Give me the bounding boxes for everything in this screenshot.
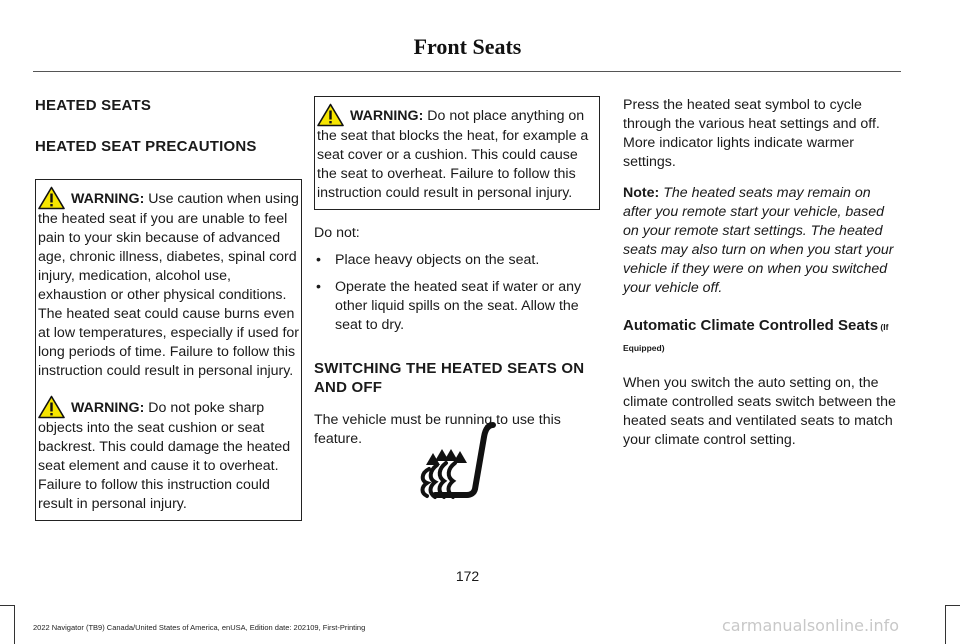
column-left xyxy=(35,96,302,521)
list-item xyxy=(314,251,600,270)
list-item-text: Place heavy objects on the seat. xyxy=(335,252,540,268)
paragraph-auto-setting: When you switch the auto setting on, the climate controlled seats switch between the heated seats and ventilated seats to match your climate control setting. xyxy=(623,375,896,448)
warning-label: WARNING: xyxy=(71,400,145,416)
list-item xyxy=(314,278,600,335)
warning-paragraph xyxy=(317,97,599,203)
column-right xyxy=(623,96,898,450)
warning-box xyxy=(314,96,600,210)
heated-seat-icon xyxy=(413,419,505,507)
do-not-label: Do not: xyxy=(314,225,360,241)
note-text: The heated seats may remain on after you remote start your vehicle, based on your remote start settings. The heated seats may also turn on when you start your vehicle if they were on when you switched your vehicle off. xyxy=(623,185,894,296)
bullet-glyph: • xyxy=(316,252,321,268)
section-text: The vehicle must be running to use this feature. xyxy=(314,412,561,447)
warning-text: Do not place anything on the seat that blocks the heat, for example a seat cover or a cushion. This could cause the seat to overheat. Failure to follow this instruction could result in personal injury. xyxy=(317,108,589,201)
section-heading-heated-seats: HEATED SEATS xyxy=(35,97,152,114)
section-heading-switching: SWITCHING THE HEATED SEATS ON AND OFF xyxy=(314,360,585,396)
edition-footer: 2022 Navigator (TB9) Canada/United States of America, enUSA, Edition date: 202109, First-Printing xyxy=(33,623,366,632)
warning-triangle-icon xyxy=(317,103,344,127)
warning-text: Use caution when using the heated seat if you are unable to feel pain to your skin because of advanced age, chronic illness, diabetes, spinal cord injury, medication, alcohol use, exhaustion or other physical conditions. The heated seat could cause burns even at low temperatures, especially if used for long periods of time. Failure to follow this instruction could result in personal injury. xyxy=(38,191,300,379)
subheading-automatic-climate xyxy=(623,316,898,358)
crop-mark-left xyxy=(0,605,15,644)
list-item-text: Operate the heated seat if water or any other liquid spills on the seat. Allow the seat to dry. xyxy=(335,279,582,333)
bullet-list xyxy=(314,251,600,335)
title-rule xyxy=(33,71,901,72)
note-paragraph xyxy=(623,184,898,298)
page-number: 172 xyxy=(455,568,480,584)
watermark: carmanualsonline.info xyxy=(722,616,900,635)
warning-triangle-icon xyxy=(38,186,65,210)
auto-heading-if-equipped: (If Equipped) xyxy=(623,322,889,353)
page-title: Front Seats xyxy=(413,34,522,59)
warning-label: WARNING: xyxy=(71,191,145,207)
warning-paragraph xyxy=(38,180,301,381)
subheading-precautions: HEATED SEAT PRECAUTIONS xyxy=(35,138,257,155)
crop-mark-right xyxy=(945,605,960,644)
warning-box xyxy=(35,179,302,521)
auto-heading-text: Automatic Climate Controlled Seats xyxy=(623,317,879,334)
paragraph-press-symbol: Press the heated seat symbol to cycle through the various heat settings and off. More indicator lights indicate warmer settings. xyxy=(623,97,880,170)
warning-triangle-icon xyxy=(38,395,65,419)
warning-text: Do not poke sharp objects into the seat cushion or seat backrest. This could damage the heated seat element and cause it to overheat. Failure to follow this instruction could result in personal injury. xyxy=(38,400,291,512)
column-middle xyxy=(314,96,600,449)
warning-paragraph xyxy=(38,381,301,514)
warning-label: WARNING: xyxy=(350,108,424,124)
bullet-glyph: • xyxy=(316,279,321,295)
note-label: Note: xyxy=(623,185,660,201)
